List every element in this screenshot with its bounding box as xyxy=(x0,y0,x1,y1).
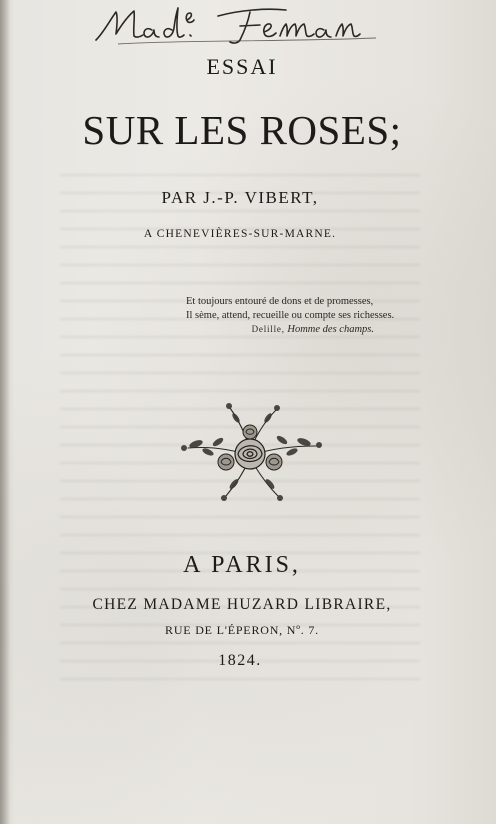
imprint-address: RUE DE L'ÉPERON, Nº. 7. xyxy=(165,623,319,637)
epigraph-line-2: Il sème, attend, recueille ou compte ses richesses. xyxy=(186,309,395,321)
title-line-2: SUR LES ROSES; xyxy=(82,107,402,153)
epigraph-work: Homme des champs. xyxy=(287,324,374,335)
imprint-city: A PARIS, xyxy=(183,552,301,578)
imprint-publisher: CHEZ MADAME HUZARD LIBRAIRE, xyxy=(92,596,392,613)
epigraph-author: Delille, xyxy=(251,324,285,334)
author-line: PAR J.-P. VIBERT, xyxy=(161,188,319,207)
handwritten-inscription-icon xyxy=(90,2,390,50)
imprint-year: 1824. xyxy=(218,652,262,669)
epigraph-line-1: Et toujours entouré de dons et de promesses, xyxy=(186,296,374,307)
epigraph xyxy=(186,295,426,337)
title-line-1: ESSAI xyxy=(206,54,278,79)
place-line: A CHENEVIÈRES-SUR-MARNE. xyxy=(143,228,337,240)
rose-bouquet-icon xyxy=(174,400,326,504)
epigraph-attribution xyxy=(186,323,426,337)
